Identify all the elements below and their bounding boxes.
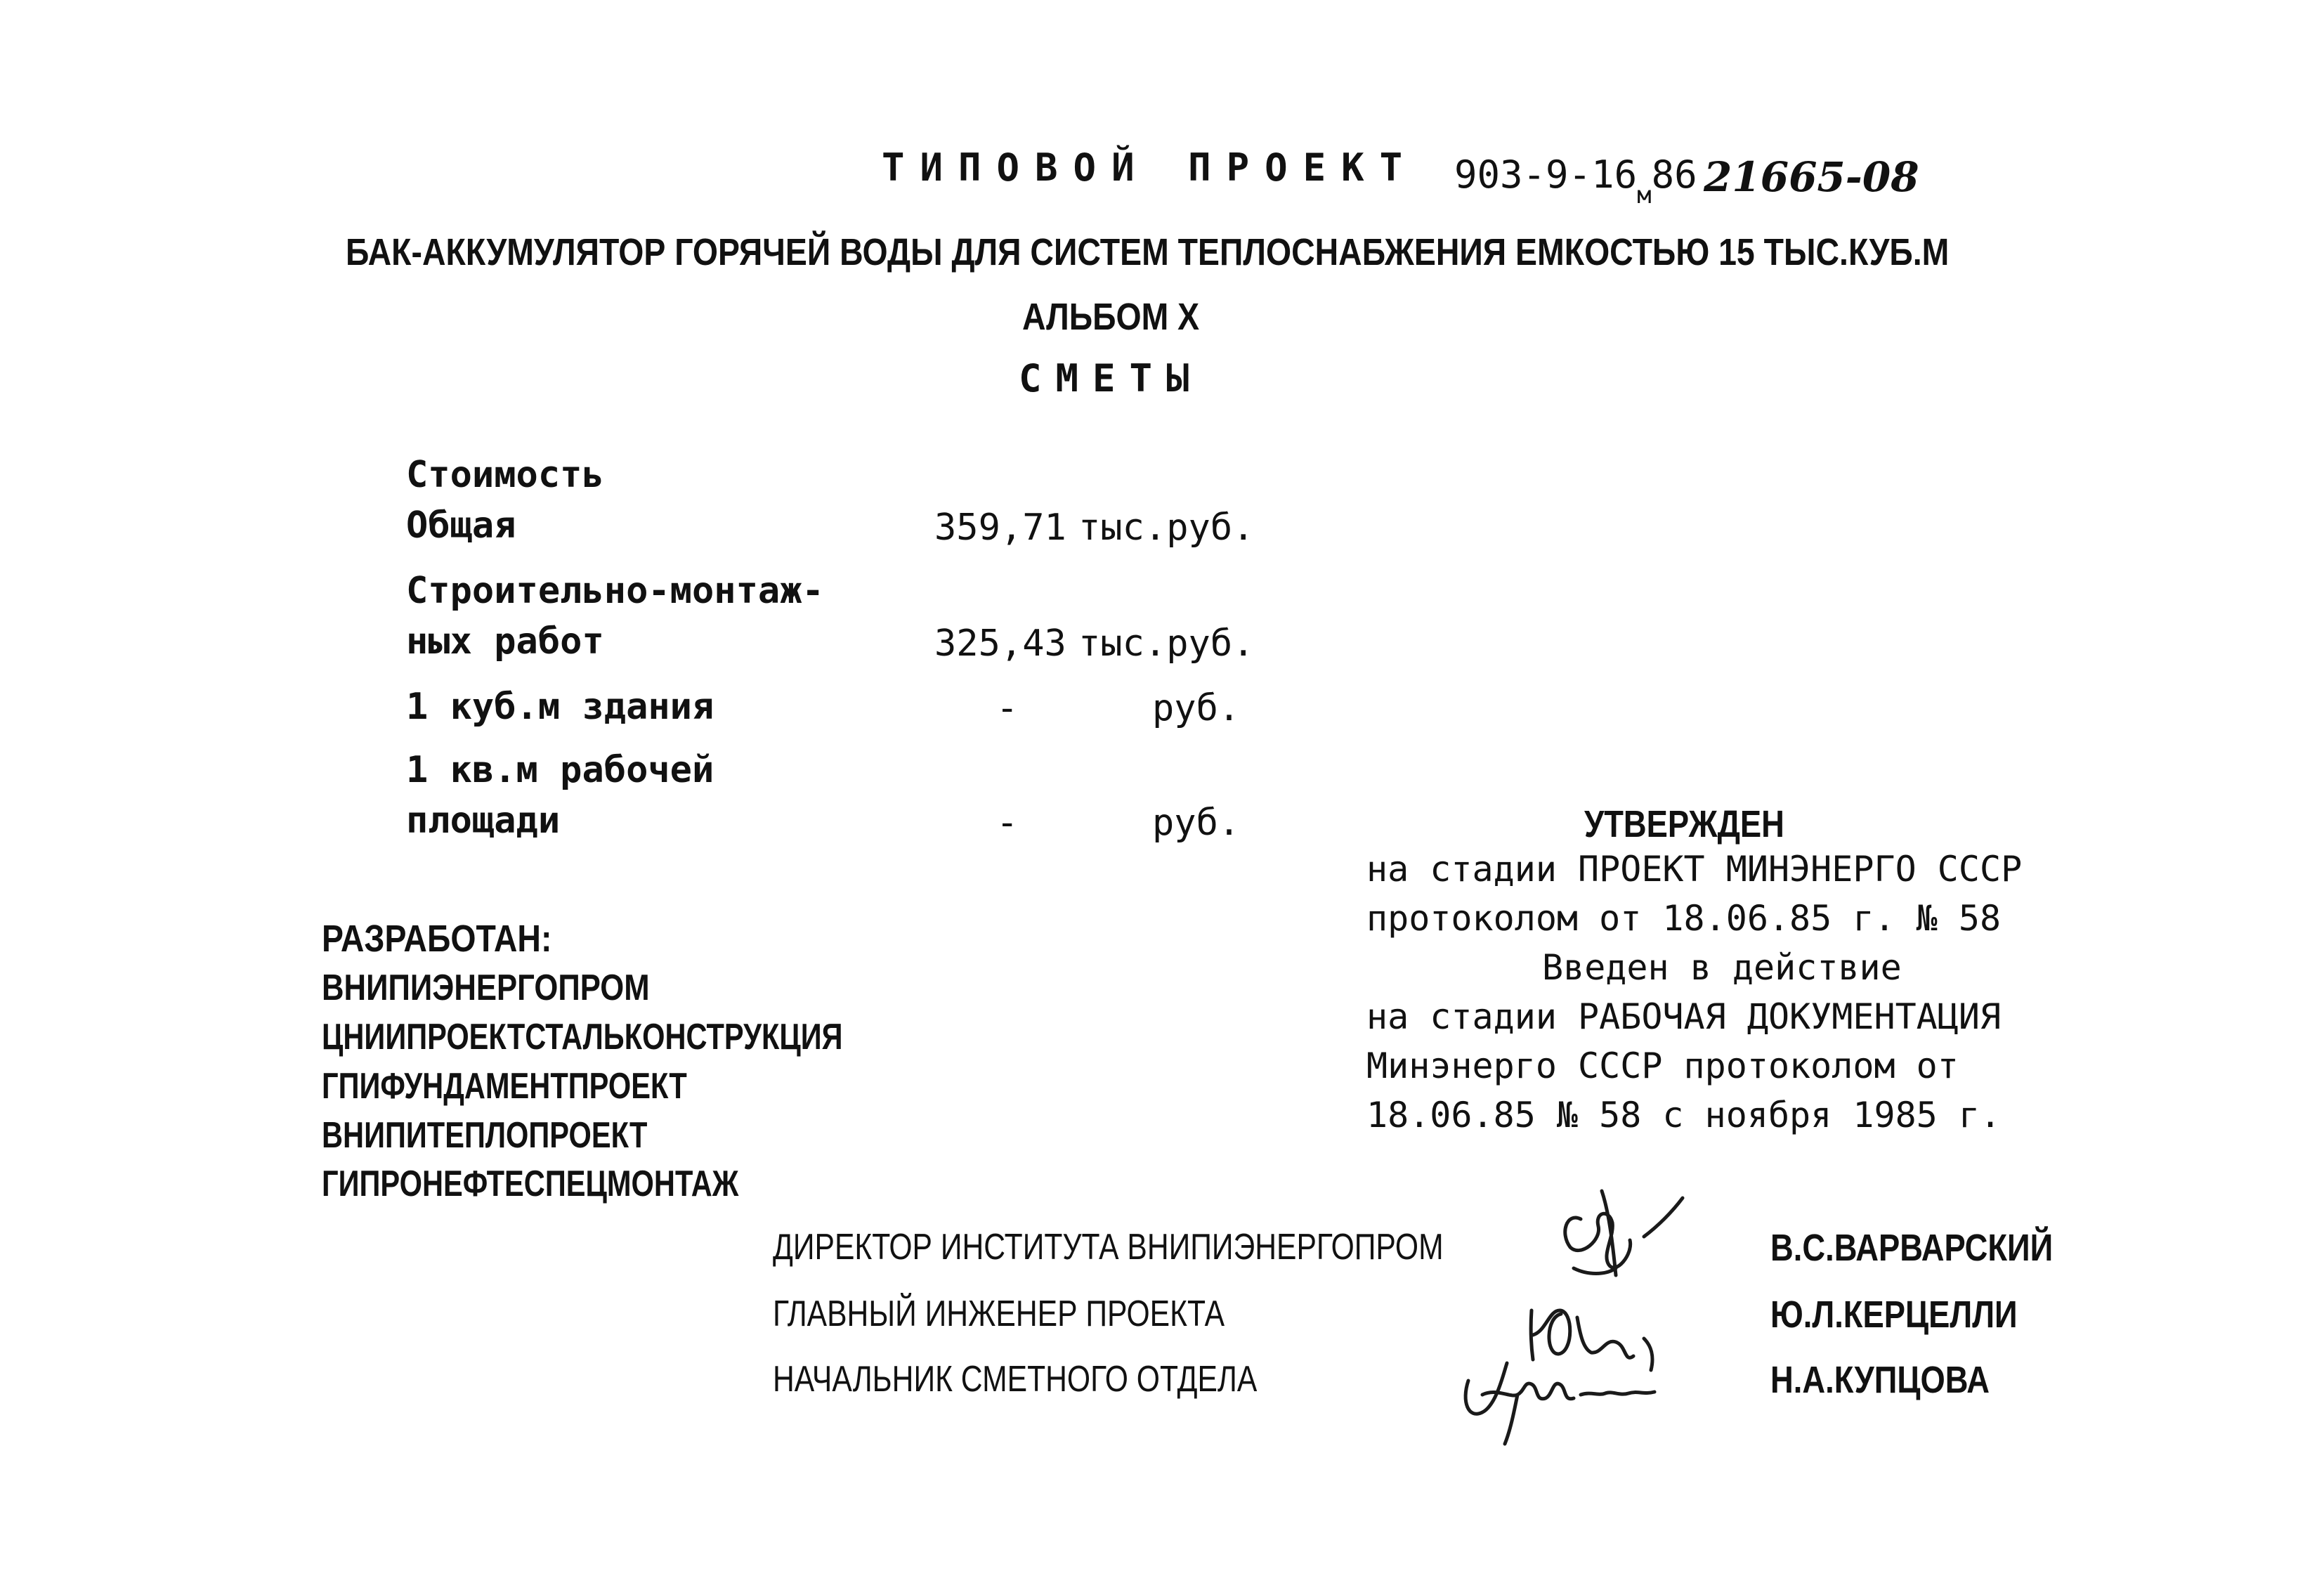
approval-line: протоколом от 18.06.85 г. № 58	[1366, 898, 2002, 939]
developed-heading: РАЗРАБОТАН:	[322, 918, 552, 960]
approval-line: Введен в действие	[1542, 947, 1902, 988]
signature-role-chief-engineer: ГЛАВНЫЙ ИНЖЕНЕР ПРОЕКТА	[773, 1294, 1225, 1334]
signature-name-chief-engineer: Ю.Л.КЕРЦЕЛЛИ	[1770, 1294, 2018, 1336]
cost-value-per-square: -	[996, 802, 1019, 844]
costs-heading: Стоимость	[406, 454, 604, 496]
section-title: СМЕТЫ	[1019, 356, 1203, 400]
handwritten-code: 21665-08	[1704, 153, 1919, 201]
approval-line: на стадии РАБОЧАЯ ДОКУМЕНТАЦИЯ	[1366, 996, 2002, 1037]
developer-org: ГИПРОНЕФТЕСПЕЦМОНТАЖ	[322, 1164, 739, 1204]
signature-director-mark	[1565, 1191, 1683, 1275]
approval-heading: УТВЕРЖДЕН	[1584, 803, 1784, 845]
document-subtitle: БАК-АККУМУЛЯТОР ГОРЯЧЕЙ ВОДЫ ДЛЯ СИСТЕМ ТЕПЛОСНАБЖЕНИЯ ЕМКОСТЬЮ 15 ТЫС.КУБ.М	[346, 231, 1950, 273]
cost-unit-construction: тыс.руб.	[1078, 623, 1255, 665]
cost-label-per-cubic: 1 куб.м здания	[406, 686, 714, 728]
cost-label-construction-2: ных работ	[406, 620, 604, 663]
developer-org: ЦНИИПРОЕКТСТАЛЬКОНСТРУКЦИЯ	[322, 1017, 843, 1057]
developer-org: ВНИПИЭНЕРГОПРОМ	[322, 968, 650, 1008]
project-number-sub: м	[1637, 181, 1652, 209]
cost-label-total: Общая	[406, 504, 516, 547]
project-number-suffix: 86	[1651, 152, 1697, 197]
cost-value-construction: 325,43	[934, 623, 1066, 665]
signature-role-estimates-head: НАЧАЛЬНИК СМЕТНОГО ОТДЕЛА	[773, 1359, 1258, 1400]
cost-unit-per-square: руб.	[1152, 802, 1241, 844]
developer-org: ВНИПИТЕПЛОПРОЕКТ	[322, 1115, 648, 1156]
approval-line: на стадии ПРОЕКТ МИНЭНЕРГО СССР	[1366, 849, 2023, 890]
cost-unit-per-cubic: руб.	[1152, 687, 1241, 729]
handwritten-signatures	[1440, 1170, 1742, 1451]
cost-value-total: 359,71	[934, 507, 1066, 549]
cost-label-per-square-1: 1 кв.м рабочей	[406, 749, 714, 791]
album-number: АЛЬБОМ Х	[1022, 296, 1200, 338]
project-number-main: 903-9-16	[1454, 152, 1638, 197]
approval-line: 18.06.85 № 58 с ноября 1985 г.	[1366, 1095, 2002, 1135]
signature-chief-engineer-mark	[1531, 1310, 1652, 1370]
developer-org: ГПИФУНДАМЕНТПРОЕКТ	[322, 1066, 687, 1107]
signature-role-director: ДИРЕКТОР ИНСТИТУТА ВНИПИЭНЕРГОПРОМ	[773, 1227, 1444, 1268]
signature-estimates-head-mark	[1465, 1363, 1654, 1444]
project-number	[1454, 152, 1697, 209]
signature-name-estimates-head: Н.А.КУПЦОВА	[1770, 1359, 1990, 1401]
cost-label-construction-1: Строительно-монтаж-	[406, 570, 824, 612]
cost-label-per-square-2: площади	[406, 800, 561, 842]
approval-line: Минэнерго СССР протоколом от	[1366, 1046, 1959, 1086]
document-title: ТИПОВОЙ ПРОЕКТ	[882, 145, 1418, 190]
signature-name-director: В.С.ВАРВАРСКИЙ	[1770, 1227, 2054, 1269]
cost-value-per-cubic: -	[996, 687, 1019, 729]
cost-unit-total: тыс.руб.	[1078, 507, 1255, 549]
